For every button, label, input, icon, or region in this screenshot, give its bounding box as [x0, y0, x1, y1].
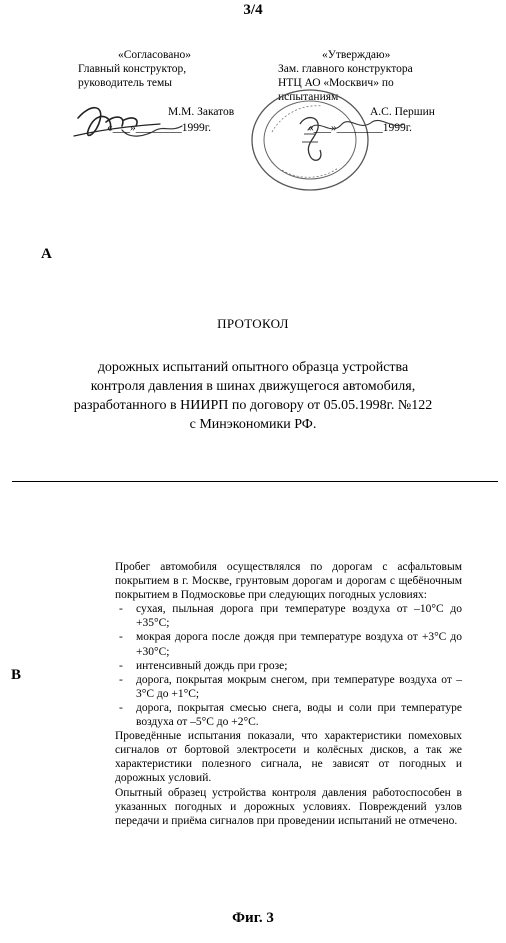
agreed-block [78, 48, 258, 90]
subtitle-line: с Минэкономики РФ. [189, 417, 317, 432]
section-label-b: В [11, 667, 22, 683]
protocol-body [115, 560, 462, 828]
agreed-position-line2: руководитель темы [78, 77, 172, 89]
approved-date-line: «___»________1999г. [308, 122, 413, 134]
approved-signatory-name: А.С. Першин [370, 106, 435, 118]
condition-item: - дорога, покрытая мокрым снегом, при температуре воздуха от –3°С до +1°С; [115, 673, 462, 701]
condition-item: - мокрая дорога после дождя при температуре воздуха от +3°С до +30°С; [115, 630, 462, 658]
agreed-title: «Согласовано» [118, 49, 192, 61]
approved-signature [300, 112, 420, 142]
approved-position-line3: испытаниям [278, 91, 339, 103]
page-number: 3/4 [243, 2, 263, 18]
conclusion-paragraph: Опытный образец устройства контроля давления работоспособен в указанных погодных и дорожных условиях. Повреждений узлов передачи и приёма сигналов при проведении испытаний не отмечено. [115, 786, 462, 827]
document-subtitle [40, 358, 466, 434]
approved-position-line2: НТЦ АО «Москвич» по [278, 77, 394, 89]
section-label-a: А [41, 246, 52, 262]
approved-title: «Утверждаю» [322, 49, 391, 61]
document-title: ПРОТОКОЛ [217, 316, 289, 331]
approved-position-line1: Зам. главного конструктора [278, 63, 413, 75]
agreed-signature [60, 96, 200, 156]
horizontal-rule [12, 481, 498, 482]
subtitle-line: контроля давления в шинах движущегося автомобиля, [90, 379, 416, 394]
subtitle-line: дорожных испытаний опытного образца устройства [97, 360, 409, 375]
agreed-signatory-name: М.М. Закатов [168, 106, 235, 118]
subtitle-line: разработанного в НИИРП по договору от 05.05.1998г. №122 [73, 398, 433, 413]
condition-item: - сухая, пыльная дорога при температуре воздуха от –10°С до +35°С; [115, 602, 462, 630]
intro-paragraph: Пробег автомобиля осуществлялся по дорогам с асфальтовым покрытием в г. Москве, грунтовым дорогам и дорогам с щебёночным покрытием в Подмосковье при следующих погодных условиях: [115, 561, 462, 602]
agreed-position-line1: Главный конструктор, [78, 63, 187, 75]
conditions-list [115, 602, 462, 729]
condition-item: - дорога, покрытая смесью снега, воды и соли при температуре воздуха от –5°С до +2°С. [115, 701, 462, 729]
condition-item: - интенсивный дождь при грозе; [115, 659, 462, 673]
results-paragraph: Проведённые испытания показали, что характеристики помеховых сигналов от бортовой электросети и колёсных дисков, а так же характеристики полезного сигнала, не зависят от погодных и дорожных условий. [115, 730, 462, 785]
figure-caption: Фиг. 3 [232, 910, 274, 926]
agreed-date-line: «___»________1999г. [107, 122, 212, 134]
